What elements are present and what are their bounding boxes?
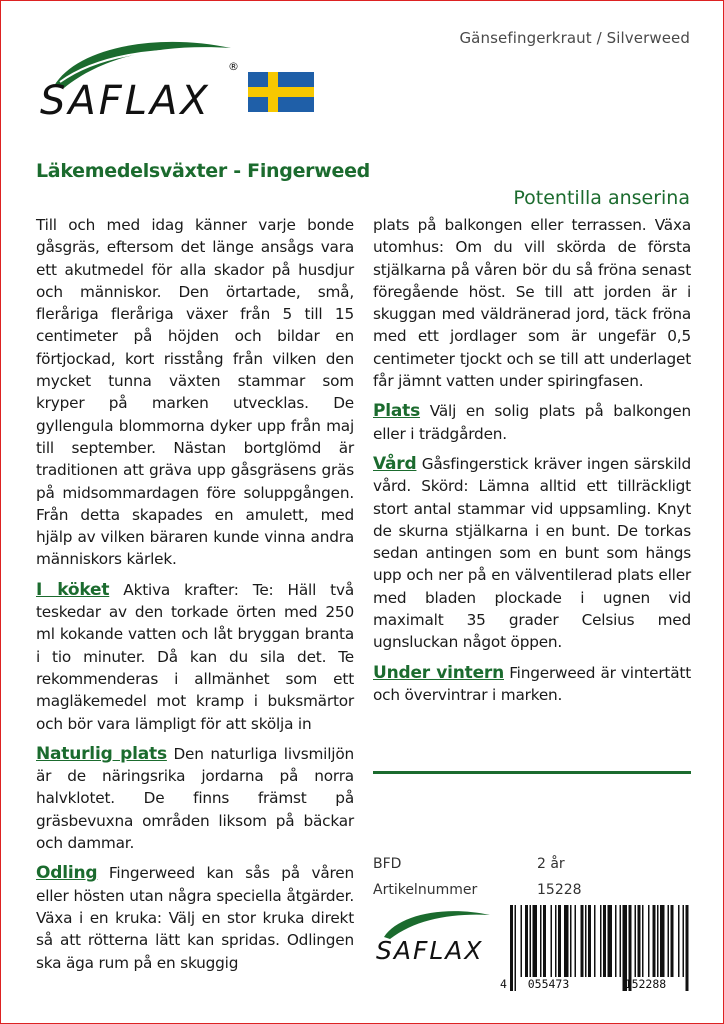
barcode-bar	[648, 905, 650, 977]
barcode-bar	[642, 905, 644, 977]
section-heading-vard: Vård	[373, 453, 417, 474]
barcode-bar	[600, 905, 602, 977]
page-title: Läkemedelsväxter - Fingerweed	[36, 160, 370, 182]
article-number-value: 15228	[537, 882, 582, 898]
barcode-bar	[585, 905, 587, 977]
section-plats	[373, 400, 691, 445]
barcode-bar	[683, 905, 685, 977]
section-heading-koket: I köket	[36, 579, 110, 600]
barcode-numbers	[500, 977, 695, 991]
section-heading-vintern: Under vintern	[373, 662, 504, 683]
section-text-vard: Gåsfingerstick kräver ingen särskild vård. Skörd: Lämna alltid ett tillräckligt stort antal stammar vid uppsamling. Knyt de skurna stjälkarna i en bunt. De torkas sedan antingen som en bunt som hängs upp och ner på en välventilerad plats eller med bladen plockade i ugnen vid maximalt 35 grader Celsius med ugnsluckan något öppen.	[373, 454, 691, 652]
section-vintern	[373, 662, 691, 707]
section-text-naturlig-plats: Den naturliga livsmiljön är de näringsrika jordarna på norra halvklotet. De finns främst på gräsbevuxna områden liksom på bäckar och dammar.	[36, 744, 354, 853]
barcode-bar	[530, 905, 532, 977]
barcode-bar	[543, 905, 546, 977]
logo-text: SAFLAX	[40, 78, 211, 124]
left-column	[36, 214, 354, 982]
section-heading-naturlig-plats: Naturlig plats	[36, 743, 167, 764]
barcode-bar	[653, 905, 656, 977]
barcode-bar	[594, 905, 596, 977]
barcode-bar	[615, 905, 617, 977]
latin-name: Potentilla anserina	[513, 187, 690, 209]
barcode-bar	[660, 905, 665, 977]
section-koket	[36, 579, 354, 735]
bfd-label: BFD	[373, 856, 402, 872]
barcode-bar	[668, 905, 670, 977]
section-text-koket: Aktiva krafter: Te: Häll två teskedar av den torkade örten med 250 ml kokande vatten och låt bryggan branta i tio minuter. Då kan du sila det. Te rekommenderas i allmänhet som ett magläkemedel mot kramp i buksmärtor och bör vara lämpligt för att skölja in	[36, 580, 354, 733]
right-column	[373, 214, 691, 714]
section-naturlig-plats	[36, 743, 354, 854]
barcode-bar	[620, 905, 622, 977]
barcode-bar	[575, 905, 577, 977]
barcode-bar	[564, 905, 569, 977]
barcode-group-2: 152288	[624, 977, 667, 991]
barcode-bar	[635, 905, 637, 977]
barcode-bar	[608, 905, 613, 977]
bfd-value: 2 år	[537, 856, 565, 872]
barcode-digit-first: 4	[500, 977, 507, 991]
swedish-flag-icon	[248, 72, 314, 112]
barcode-bar	[570, 905, 572, 977]
barcode-bar	[555, 905, 557, 977]
barcode-bar	[581, 905, 584, 977]
barcode-bar	[603, 905, 606, 977]
section-odling	[36, 862, 354, 973]
section-text-vintern: Fingerweed är vintertätt och övervintrar i marken.	[373, 663, 691, 704]
intro-paragraph: Till och med idag känner varje bonde gåsgräs, eftersom det länge ansågs vara ett akutmedel för alla skador på husdjur och människor. Den örtartade, små, fleråriga fleråriga växer från 5 till 15 centimeter på höjden och bildar en förtjockad, kort risstång från vilken den mycket tunna växten stammar som kryper på marken utvecklas. De gyllengula blommorna dyker upp från maj till september. Nästan bortglömd är traditionen att gräva upp gåsgräsens gräs på midsommardagen före soluppgången. Från detta skapades en amulett, med hjälp av vilken bäraren kunde vinna andra människors kärlek.	[36, 216, 354, 569]
barcode-bar	[657, 905, 659, 977]
section-text-plats: Välj en solig plats på balkongen eller i trädgården.	[373, 402, 691, 443]
logo-small-text: SAFLAX	[376, 936, 484, 965]
barcode-bar	[521, 905, 523, 977]
barcode-bar	[678, 905, 680, 977]
section-vard	[373, 453, 691, 654]
barcode-bar	[638, 905, 641, 977]
saflax-logo	[36, 30, 246, 130]
section-heading-plats: Plats	[373, 401, 421, 422]
barcode-group-1: 055473	[527, 977, 570, 991]
section-text-odling-part1: Fingerweed kan sås på våren eller hösten utan några speciella åtgärder. Växa i en kruka: Välj en stor kruka direkt så att rötterna lätt kan spridas. Odlingen ska äga rum på en skuggig	[36, 864, 354, 972]
barcode-bar	[551, 905, 553, 977]
barcode-bar	[588, 905, 591, 977]
saflax-logo-small	[374, 905, 499, 967]
product-name-header: Gänsefingerkraut / Silverweed	[459, 29, 690, 47]
barcode-bar	[525, 905, 528, 977]
barcode-bar	[533, 905, 538, 977]
section-odling-continued: plats på balkongen eller terrassen. Växa utomhus: Om du vill skörda de första stjälkarna på våren bör du så fröna senast föregående höst. Se till att jorden är i skuggan med väldränerad jord, täck fröna med ett jordlager som är ungefär 0,5 centimeter tjockt och se till att underlaget får jämnt vatten under spiringfasen.	[373, 216, 691, 391]
registered-mark: ®	[228, 60, 239, 73]
barcode-bar	[558, 905, 561, 977]
divider	[373, 771, 691, 774]
barcode-bar	[671, 905, 674, 977]
article-number-label: Artikelnummer	[373, 882, 478, 898]
section-heading-odling: Odling	[36, 863, 98, 884]
barcode-bar	[540, 905, 542, 977]
